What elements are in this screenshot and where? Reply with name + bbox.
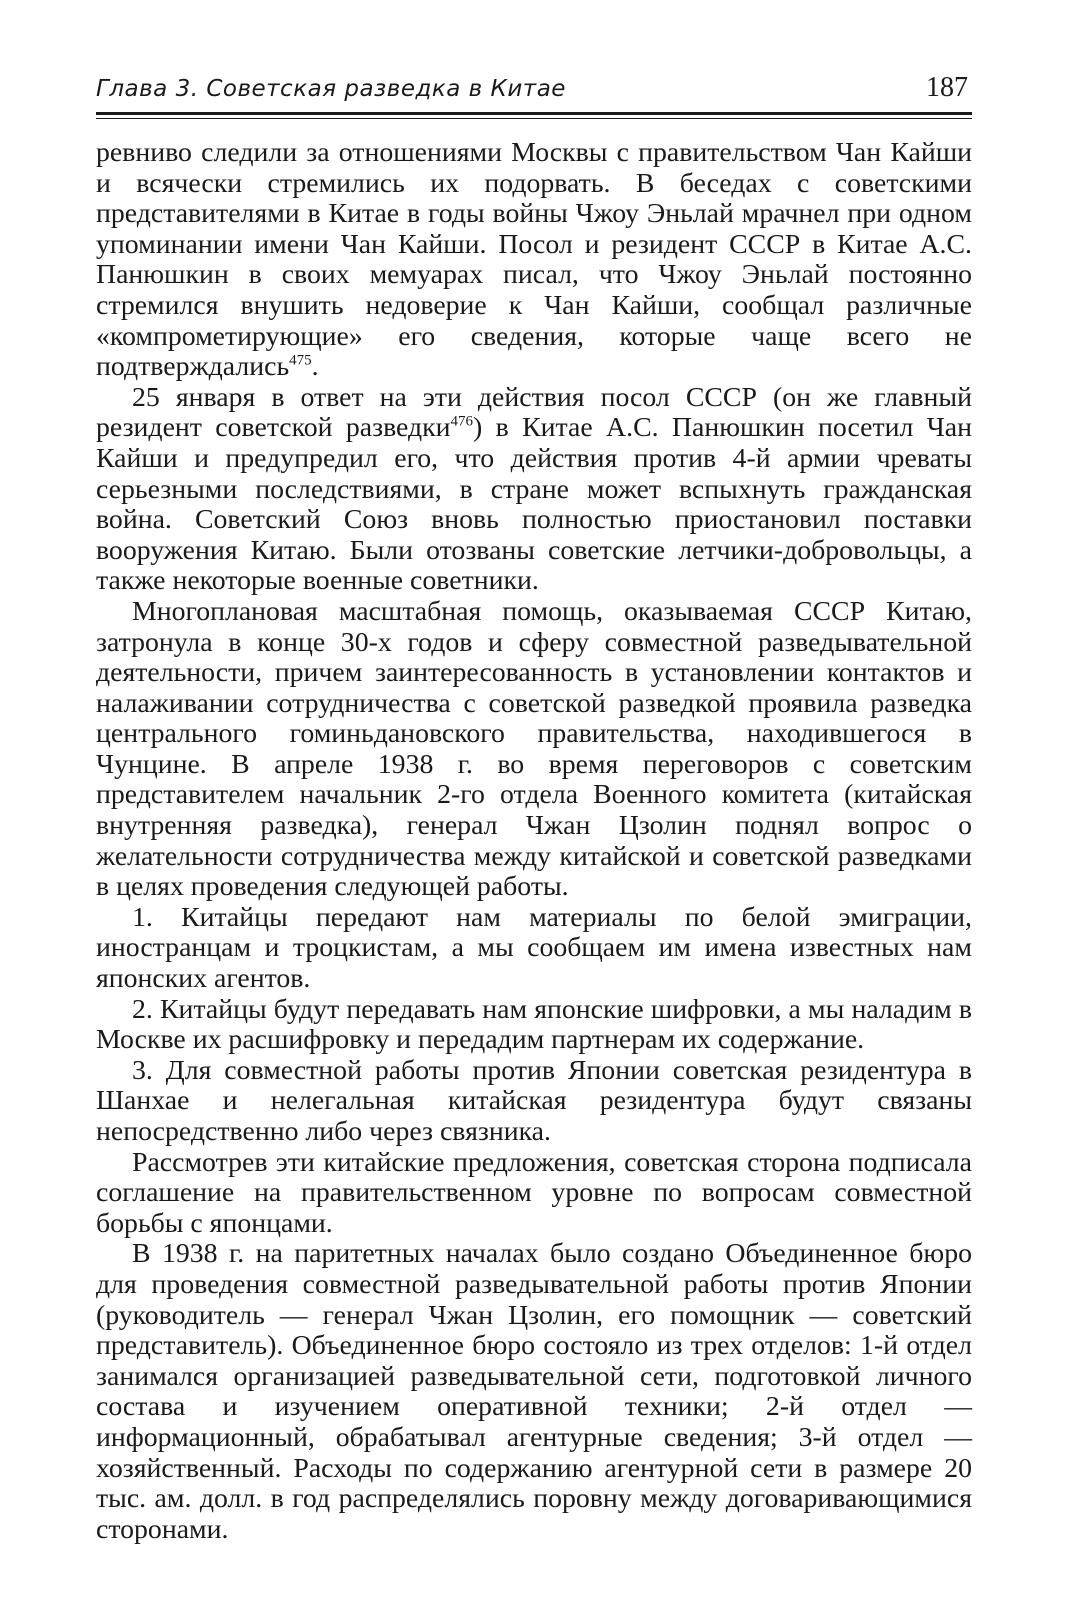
- list-item-1: 1. Китайцы передают нам материалы по белой эмиграции, иностранцам и троцкистам, а мы сообщаем им имена известных нам японских агентов.: [96, 901, 972, 995]
- header-rule-thin: [96, 118, 972, 119]
- footnote-ref-476: 476: [450, 414, 474, 431]
- list-item-3: 3. Для совместной работы против Японии советская резидентура в Шанхае и нелегальная китайская резидентура будут связаны непосредственно либо через связника.: [96, 1054, 972, 1147]
- paragraph-8: В 1938 г. на паритетных началах было создано Объединенное бюро для проведения совместной разведывательной работы против Японии (руководитель — генерал Чжан Цзолин, его помощник — советский представитель). Объединенное бюро состояло из трех отделов: 1-й отдел занимался организацией разведывательной сети, подготовкой личного состава и изучением оперативной техники; 2-й отдел — информационный, обрабатывал агентурные сведения; 3-й отдел — хозяйственный. Расходы по содержанию агентурной сети в размере 20 тыс. ам. долл. в год распределялись поровну между договаривающимися сторонами.: [96, 1238, 972, 1545]
- header-rule-thick: [96, 112, 972, 115]
- footnote-ref-475: 475: [289, 352, 312, 369]
- running-head: Глава 3. Советская разведка в Китае: [96, 76, 566, 102]
- list-item-2: 2. Китайцы будут передавать нам японские шифровки, а мы наладим в Москве их расшифровку и передадим партнерам их содержание.: [96, 993, 972, 1056]
- page-number: 187: [926, 72, 968, 103]
- paragraph-2: 25 января в ответ на эти действия посол СССР (он же главный резидент советской разведки$^{476}$) в Китае А.С. Панюшкин посетил Чан Кайши и предупредил его, что действия против 4-й армии чреваты серьезными последствиями, в стране может вспыхнуть гражданская война. Советский Союз вновь полностью приостановил поставки вооружения Китаю. Были отозваны советские летчики-добровольцы, а также некоторые военные советники.: [96, 381, 972, 597]
- body-text: [96, 138, 972, 1545]
- paragraph-1: ревниво следили за отношениями Москвы с правительством Чан Кайши и всячески стремились их подорвать. В беседах с советскими представителями в Китае в годы войны Чжоу Эньлай мрачнел при одном упоминании имени Чан Кайши. Посол и резидент СССР в Китае А.С. Панюшкин в своих мемуарах писал, что Чжоу Эньлай постоянно стремился внушить недоверие к Чан Кайши, сообщал различные «компрометирующие» его сведения, которые чаще всего не подтверждались$^{475}$.: [96, 137, 972, 383]
- paragraph-3: Многоплановая масштабная помощь, оказываемая СССР Китаю, затронула в конце 30-х годов и сферу совместной разведывательной деятельности, причем заинтересованность в установлении контактов и налаживании сотрудничества с советской разведкой проявила разведка центрального гоминьдановского правительства, находившегося в Чунцине. В апреле 1938 г. во время переговоров с советским представителем начальник 2-го отдела Военного комитета (китайская внутренняя разведка), генерал Чжан Цзолин поднял вопрос о желательности сотрудничества между китайской и советской разведками в целях проведения следующей работы.: [96, 595, 972, 903]
- page-header: [96, 72, 972, 112]
- paragraph-7: Рассмотрев эти китайские предложения, советская сторона подписала соглашение на правительственном уровне по вопросам совместной борьбы с японцами.: [96, 1146, 972, 1239]
